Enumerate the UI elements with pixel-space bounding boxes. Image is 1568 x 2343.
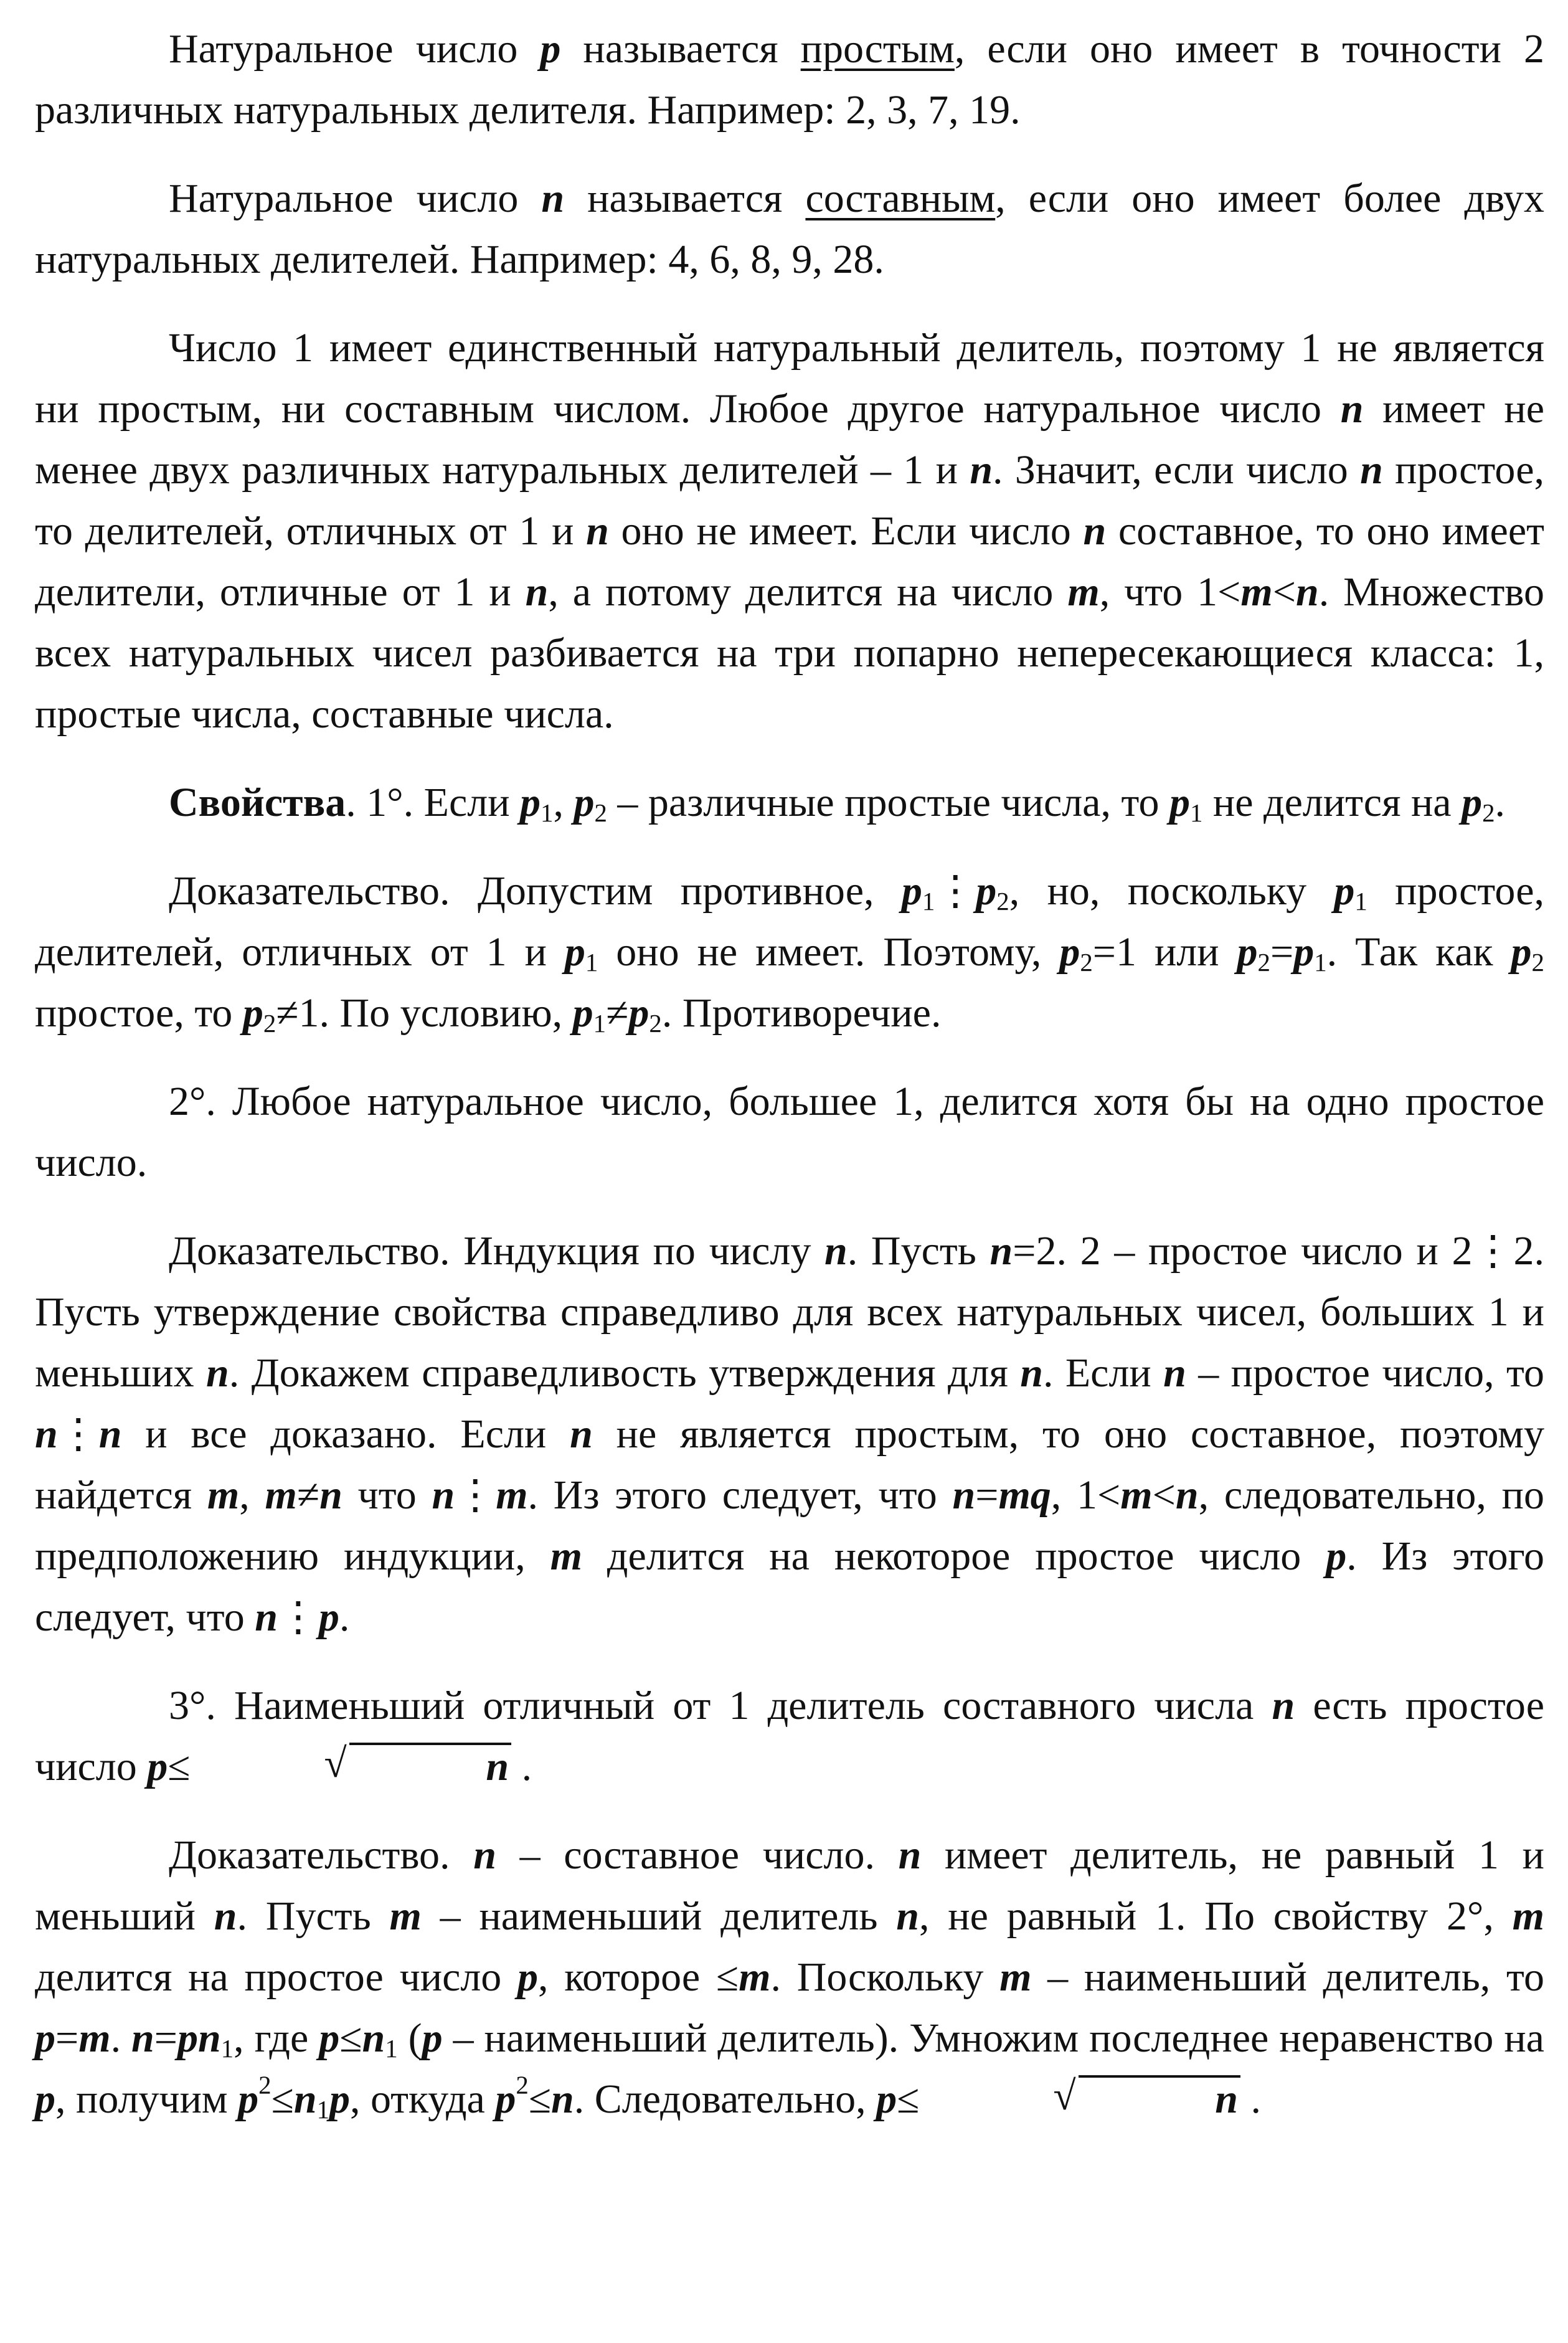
proof-3-paragraph	[35, 1825, 1544, 2130]
variable: p	[147, 1744, 168, 1789]
text: ≠1. По условию,	[276, 990, 573, 1036]
text: (	[397, 2015, 422, 2061]
text: ≤	[339, 2015, 362, 2061]
variable: n	[551, 2076, 574, 2122]
variable: m	[1120, 1472, 1153, 1518]
text: есть простое число	[35, 1683, 1544, 1789]
subscript: 1	[385, 2035, 398, 2063]
variable: p	[574, 780, 595, 825]
variable: n	[1163, 1350, 1186, 1396]
variable: p	[540, 26, 561, 72]
text: , а потому делится на число	[548, 569, 1068, 615]
variable: p	[495, 2076, 516, 2122]
text: . Значит, если число	[993, 447, 1361, 493]
text: имеет делитель, не равный 1 и меньший	[35, 1832, 1545, 1939]
radical-sign: √	[324, 1740, 347, 1786]
variable: n	[1083, 508, 1107, 554]
variable: p	[422, 2015, 443, 2061]
text: . Если	[1042, 1350, 1164, 1396]
subscript: 1	[220, 2035, 234, 2063]
subscript: 2	[649, 1010, 662, 1038]
defined-term-composite: составным	[805, 176, 996, 221]
square-root	[919, 2069, 1240, 2130]
variable: n	[570, 1411, 593, 1457]
variable: n	[1020, 1350, 1043, 1396]
text: , не равный 1. По свойству 2°,	[919, 1893, 1513, 1939]
text: , откуда	[350, 2076, 496, 2122]
variable: mq	[998, 1472, 1051, 1518]
variable: n	[898, 1832, 922, 1878]
text: ,	[553, 780, 574, 825]
variable: m	[1067, 569, 1100, 615]
variable: p	[572, 990, 593, 1036]
variable: p	[329, 2076, 351, 2122]
variable: m	[739, 1954, 771, 2000]
subscript: 1	[1314, 949, 1327, 977]
text: – простое число, то	[1186, 1350, 1544, 1396]
number-one-paragraph	[35, 318, 1544, 745]
text: , где	[234, 2015, 319, 2061]
variable: p	[876, 2076, 897, 2122]
text: ⋮	[455, 1472, 496, 1518]
variable: n	[35, 1411, 58, 1457]
text: – наименьший делитель). Умножим последнее неравенство на	[442, 2015, 1544, 2061]
subscript: 1	[316, 2096, 330, 2124]
variable: p	[238, 2076, 259, 2122]
text: Натуральное число	[169, 176, 542, 221]
text: =	[55, 2015, 79, 2061]
property-1-paragraph	[35, 772, 1544, 833]
text: , но, поскольку	[1009, 868, 1334, 914]
text: Доказательство. Индукция по числу	[169, 1228, 825, 1274]
square-root	[190, 1736, 511, 1797]
text: .	[339, 1594, 350, 1640]
text: ,	[239, 1472, 265, 1518]
text: Натуральное число	[169, 26, 541, 72]
text: . Множество всех натуральных чисел разбивается на три попарно непересекающиеся класса: 1, простые числа, составные числа.	[35, 569, 1544, 737]
variable: p	[318, 1594, 339, 1640]
text: простое, то делителей, отличных от 1 и	[35, 447, 1544, 554]
text: делится на простое число	[35, 1954, 518, 2000]
variable: n	[586, 508, 609, 554]
text: ⋮	[935, 868, 976, 914]
variable: p	[520, 780, 541, 825]
variable: p	[242, 990, 263, 1036]
text: . Докажем справедливость утверждения для	[229, 1350, 1021, 1396]
text: . Из этого следует, что	[527, 1472, 953, 1518]
text: оно не имеет. Поэтому,	[598, 929, 1060, 975]
variable: n	[206, 1350, 229, 1396]
text: Доказательство.	[169, 1832, 474, 1878]
text: ≤	[271, 2076, 294, 2122]
variable: p	[1511, 929, 1532, 975]
variable: pn	[177, 2015, 221, 2061]
variable: n	[541, 176, 565, 221]
text: не является простым, то оно составное, поэтому найдется	[35, 1411, 1544, 1518]
proof-1-paragraph	[35, 861, 1544, 1044]
variable: m	[78, 2015, 111, 2061]
text: , получим	[55, 2076, 239, 2122]
variable: p	[564, 929, 585, 975]
text: , если оно имеет в точности 2 различных натуральных делителя. Например: 2, 3, 7, 19.	[35, 26, 1544, 133]
prime-definition-paragraph	[35, 19, 1544, 141]
proof-2-paragraph	[35, 1221, 1544, 1648]
variable: n	[1360, 447, 1383, 493]
text: =	[154, 2015, 177, 2061]
variable: n	[362, 2015, 385, 2061]
subscript: 2	[1257, 949, 1270, 977]
variable: n	[319, 1472, 342, 1518]
text: .	[511, 1744, 532, 1789]
variable: n	[255, 1594, 278, 1640]
variable: n	[1340, 386, 1364, 432]
text: ≤	[528, 2076, 552, 2122]
text: делится на некоторое простое число	[582, 1533, 1326, 1579]
variable: p	[1169, 780, 1190, 825]
text: называется	[560, 26, 801, 72]
variable: p	[517, 1954, 539, 2000]
text: . Из этого следует, что	[35, 1533, 1544, 1640]
superscript: 2	[258, 2071, 272, 2099]
text: . Поскольку	[770, 1954, 1000, 2000]
variable: n	[98, 1411, 122, 1457]
text: , которое ≤	[538, 1954, 739, 2000]
variable: m	[496, 1472, 528, 1518]
text: .	[1495, 780, 1506, 825]
variable: m	[1512, 1893, 1544, 1939]
section-label-properties: Свойства	[169, 780, 346, 825]
text: <	[1152, 1472, 1176, 1518]
variable: p	[1237, 929, 1258, 975]
variable: m	[265, 1472, 297, 1518]
subscript: 1	[922, 888, 935, 916]
property-2-paragraph	[35, 1071, 1544, 1193]
subscript: 2	[1482, 799, 1495, 827]
text: ≠	[296, 1472, 320, 1518]
variable: p	[1326, 1533, 1347, 1579]
variable: n	[1272, 1683, 1295, 1728]
text: <	[1272, 569, 1296, 615]
text: ≤	[897, 2076, 920, 2122]
text: . 1°. Если	[346, 780, 521, 825]
text: =	[1270, 929, 1294, 975]
variable: m	[207, 1472, 240, 1518]
text: 3°. Наименьший отличный от 1 делитель составного числа	[169, 1683, 1272, 1728]
text: 2°. Любое натуральное число, большее 1, делится хотя бы на одно простое число.	[35, 1079, 1544, 1185]
text: – наименьший делитель	[421, 1893, 897, 1939]
text: – наименьший делитель, то	[1031, 1954, 1544, 2000]
text: , 1<	[1051, 1472, 1121, 1518]
text: ⋮	[57, 1411, 99, 1457]
subscript: 2	[594, 799, 607, 827]
text: . Следовательно,	[574, 2076, 877, 2122]
variable: n	[1175, 1472, 1199, 1518]
variable: n	[989, 1228, 1013, 1274]
variable: p	[1334, 868, 1355, 914]
variable: n	[214, 1893, 237, 1939]
text: оно не имеет. Если число	[608, 508, 1084, 554]
text: Число 1 имеет единственный натуральный делитель, поэтому 1 не является ни простым, ни составным числом. Любое другое натуральное число	[35, 325, 1544, 432]
text: . Пусть	[847, 1228, 990, 1274]
subscript: 1	[593, 1010, 607, 1038]
composite-definition-paragraph	[35, 168, 1544, 290]
subscript: 2	[996, 888, 1009, 916]
variable: p	[1462, 780, 1483, 825]
text: и все доказано. Если	[121, 1411, 570, 1457]
variable: p	[1293, 929, 1315, 975]
text: составное, то оно имеет делители, отличные от 1 и	[35, 508, 1544, 615]
variable: m	[389, 1893, 422, 1939]
defined-term-prime: простым	[800, 26, 955, 72]
text: – различные простые числа, то	[607, 780, 1169, 825]
text: Доказательство. Допустим противное,	[169, 868, 902, 914]
variable: m	[1240, 569, 1273, 615]
text: .	[110, 2015, 132, 2061]
variable: p	[628, 990, 649, 1036]
text: , следовательно, по предположению индукции,	[35, 1472, 1545, 1579]
text: простое, делителей, отличных от 1 и	[35, 868, 1544, 975]
radical-sign: √	[1053, 2073, 1076, 2119]
text: .	[1240, 2076, 1261, 2122]
variable: n	[293, 2076, 317, 2122]
subscript: 2	[1080, 949, 1093, 977]
text: =1 или	[1092, 929, 1237, 975]
text: , что 1<	[1099, 569, 1241, 615]
variable: n	[473, 1832, 496, 1878]
text: , если оно имеет более двух натуральных делителей. Например: 4, 6, 8, 9, 28.	[35, 176, 1545, 282]
subscript: 2	[263, 1010, 276, 1038]
text: не делится на	[1202, 780, 1462, 825]
variable: m	[999, 1954, 1032, 2000]
subscript: 1	[541, 799, 554, 827]
superscript: 2	[516, 2071, 529, 2099]
subscript: 1	[1354, 888, 1367, 916]
text: =2. 2 – простое число и 2⋮2. Пусть утверждение свойства справедливо для всех натуральных чисел, больших 1 и меньших	[35, 1228, 1544, 1396]
text: . Пусть	[237, 1893, 390, 1939]
text: ≠	[606, 990, 629, 1036]
text: ⋮	[277, 1594, 319, 1640]
text: . Противоречие.	[661, 990, 942, 1036]
radicand: n	[349, 1743, 511, 1788]
variable: n	[970, 447, 993, 493]
variable: m	[550, 1533, 582, 1579]
subscript: 1	[1189, 799, 1203, 827]
variable: p	[319, 2015, 340, 2061]
variable: p	[35, 2076, 55, 2122]
variable: p	[35, 2015, 55, 2061]
variable: n	[824, 1228, 848, 1274]
radicand: n	[1079, 2075, 1240, 2121]
variable: p	[901, 868, 922, 914]
property-3-paragraph	[35, 1675, 1544, 1797]
text: простое, то	[35, 990, 243, 1036]
text: . Так как	[1326, 929, 1511, 975]
variable: n	[1295, 569, 1319, 615]
text: что	[342, 1472, 432, 1518]
subscript: 2	[1531, 949, 1544, 977]
variable: p	[1059, 929, 1080, 975]
variable: n	[525, 569, 549, 615]
variable: n	[896, 1893, 919, 1939]
variable: n	[432, 1472, 455, 1518]
text: =	[975, 1472, 999, 1518]
text: называется	[564, 176, 806, 221]
variable: n	[131, 2015, 154, 2061]
text: ≤	[168, 1744, 191, 1789]
text: – составное число.	[496, 1832, 899, 1878]
subscript: 1	[585, 949, 598, 977]
variable: p	[976, 868, 997, 914]
text: имеет не менее двух различных натуральных делителей – 1 и	[35, 386, 1544, 493]
variable: n	[952, 1472, 976, 1518]
